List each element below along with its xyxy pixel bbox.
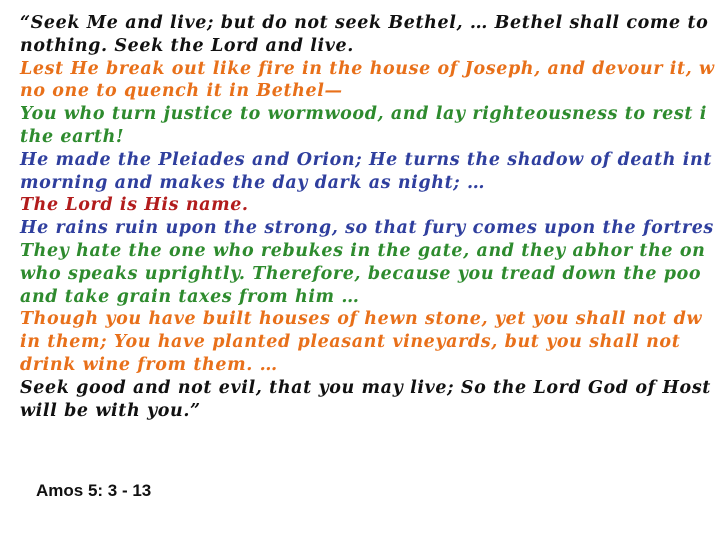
verse-line: Seek good and not evil, that you may live; So the Lord God of Host bbox=[20, 377, 711, 398]
verse-line: He rains ruin upon the strong, so that fury comes upon the fortres bbox=[20, 218, 714, 239]
verse-line: in them; You have planted pleasant vineyards, but you shall not bbox=[20, 332, 681, 353]
verse-line: and take grain taxes from him … bbox=[20, 286, 360, 307]
verse-line: Though you have built houses of hewn stone, yet you shall not dw bbox=[20, 309, 703, 330]
verse-line: He made the Pleiades and Orion; He turns the shadow of death int bbox=[20, 149, 713, 170]
verse-line: drink wine from them. … bbox=[20, 355, 278, 375]
verse-line: will be with you.” bbox=[20, 400, 201, 421]
verse-line: Lest He break out like fire in the house of Joseph, and devour it, w bbox=[20, 58, 715, 79]
verse-line: nothing. Seek the Lord and live. bbox=[20, 35, 354, 56]
citation-reference: Amos 5: 3 - 13 bbox=[36, 481, 152, 500]
verse-line: The Lord is His name. bbox=[20, 195, 249, 216]
verse-line: “Seek Me and live; but do not seek Bethel, … Bethel shall come to bbox=[20, 13, 709, 33]
verse-line: You who turn justice to wormwood, and lay righteousness to rest i bbox=[20, 104, 707, 125]
verse-line: morning and makes the day dark as night; … bbox=[20, 172, 486, 193]
verse-line: no one to quench it in Bethel— bbox=[20, 81, 343, 102]
verse-line: who speaks uprightly. Therefore, because you tread down the poo bbox=[20, 263, 702, 284]
verse-line: the earth! bbox=[20, 127, 125, 147]
verse-line: They hate the one who rebukes in the gate, and they abhor the on bbox=[20, 241, 706, 261]
